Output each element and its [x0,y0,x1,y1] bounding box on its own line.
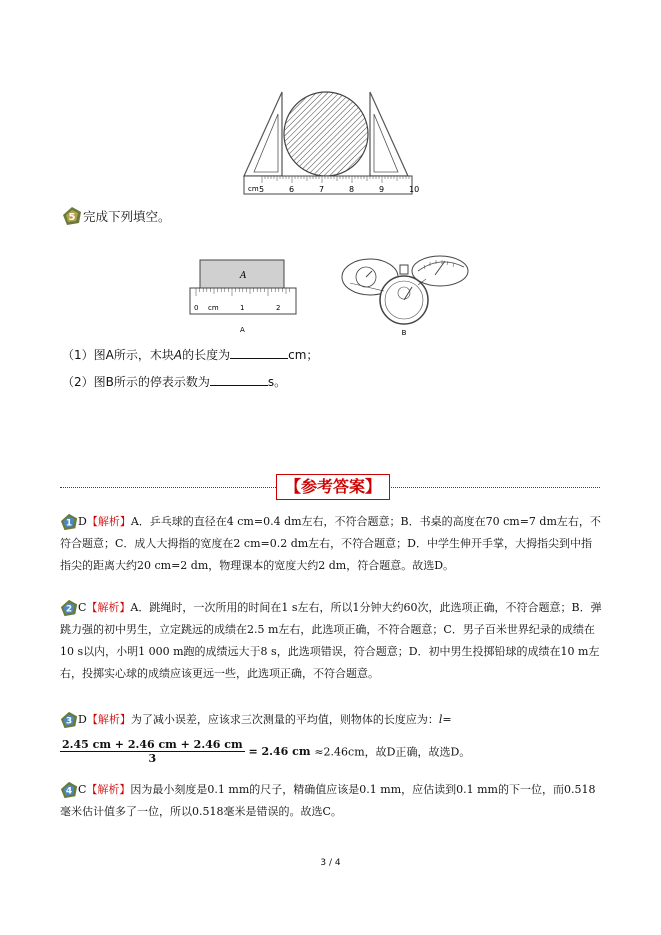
answer-4: 4 C【解析】因为最小刻度是0.1 mm的尺子，精确值应该是0.1 mm，应估读到0.1 mm的下一位，而0.518毫米估计值多了一位，所以0.518毫米是错误的。故选C。 [60,783,596,818]
figure-b-stopwatch [340,253,470,338]
svg-text:1: 1 [65,518,73,529]
svg-text:5: 5 [68,211,76,223]
answer-number-badge-icon [60,599,78,617]
fraction-denominator: 3 [148,752,157,765]
ruler-tick-label: 6 [289,185,295,194]
ruler-tick-label: 9 [379,185,385,194]
ruler-a-zero: 0 [194,304,199,312]
ruler-a-two: 2 [276,304,281,312]
ruler-tick-label: 7 [319,185,325,194]
answer-blank-2[interactable] [210,373,268,386]
block-letter: A [240,271,247,281]
ruler-tick-label: 8 [349,185,355,194]
answer-number-badge-icon [60,711,78,729]
ruler-tick-label: 5 [259,185,265,194]
question-number-badge-icon [62,206,82,226]
svg-text:3: 3 [65,716,73,727]
answer-3: 3 D【解析】为了减小误差，应该求三次测量的平均值，则物体的长度应为：l= [60,709,602,731]
question-5 [62,205,171,226]
ruler-unit-label: cm [248,185,259,193]
fraction-numerator: 2.45 cm + 2.46 cm + 2.46 cm [62,738,243,751]
ruler-tick-label: 10 [409,185,420,194]
figure-a-block-ruler [188,258,298,338]
fraction-result: = 2.46 cm [248,745,311,758]
ruler-a-one: 1 [240,304,245,312]
answer-2: 2 C【解析】A．跳绳时，一次所用的时间在1 s左右，所以1分钟大约60次，此选项正确，不符合题意；B．弹跳力强的初中男生，立定跳远的成绩在2.5 m左右，此选项正确，不符合题意；C．男子百米世界纪录的成绩在10 s以内，小明1 000 m跑的成绩远大于8 s，此选项错误，符合题意；D．初中男生投掷铅球的成绩在10 m左右，投掷实心球的成绩应该更远一些，此选项正确，不符合题意。 [60,601,602,680]
answer-header: 【参考答案】 [276,474,390,500]
answer-1: 1 D【解析】A．乒乓球的直径在4 cm=0.4 dm左右，不符合题意；B．书桌的高度在70 cm=7 dm左右，不符合题意；C．成人大拇指的宽度在2 cm=0.2 dm左右，不符合题意；D．中学生伸开手掌，大拇指尖到中指指尖的距离大约20 cm=2 dm，物理课本的宽度大约2 dm，符合题意。故选D。 [60,515,601,572]
svg-text:4: 4 [65,786,73,797]
answer-blank-1[interactable] [230,346,288,359]
answer-number-badge-icon [60,513,78,531]
question-5-item-2: （2）图B所示的停表示数为 s。 [62,375,287,389]
page-number: 3 / 4 [320,858,341,868]
ruler-a-unit: cm [208,304,219,312]
question-5-item-1: （1）图A所示，木块A的长度为 cm； [62,348,319,362]
svg-text:2: 2 [65,604,73,615]
answer-number-badge-icon [60,781,78,799]
ruler-circle-figure [242,82,420,194]
figure-a-caption: A [240,326,245,334]
average-fraction: $\frac{2.45 cm + 2.46 cm + 2.46 cm}{3}$ = 2.46 cm ≈2.46cm，故D正确，故选D。 [62,738,471,765]
question-5-prompt: 完成下列填空。 [83,208,171,224]
figure-b-caption: B [401,329,407,337]
